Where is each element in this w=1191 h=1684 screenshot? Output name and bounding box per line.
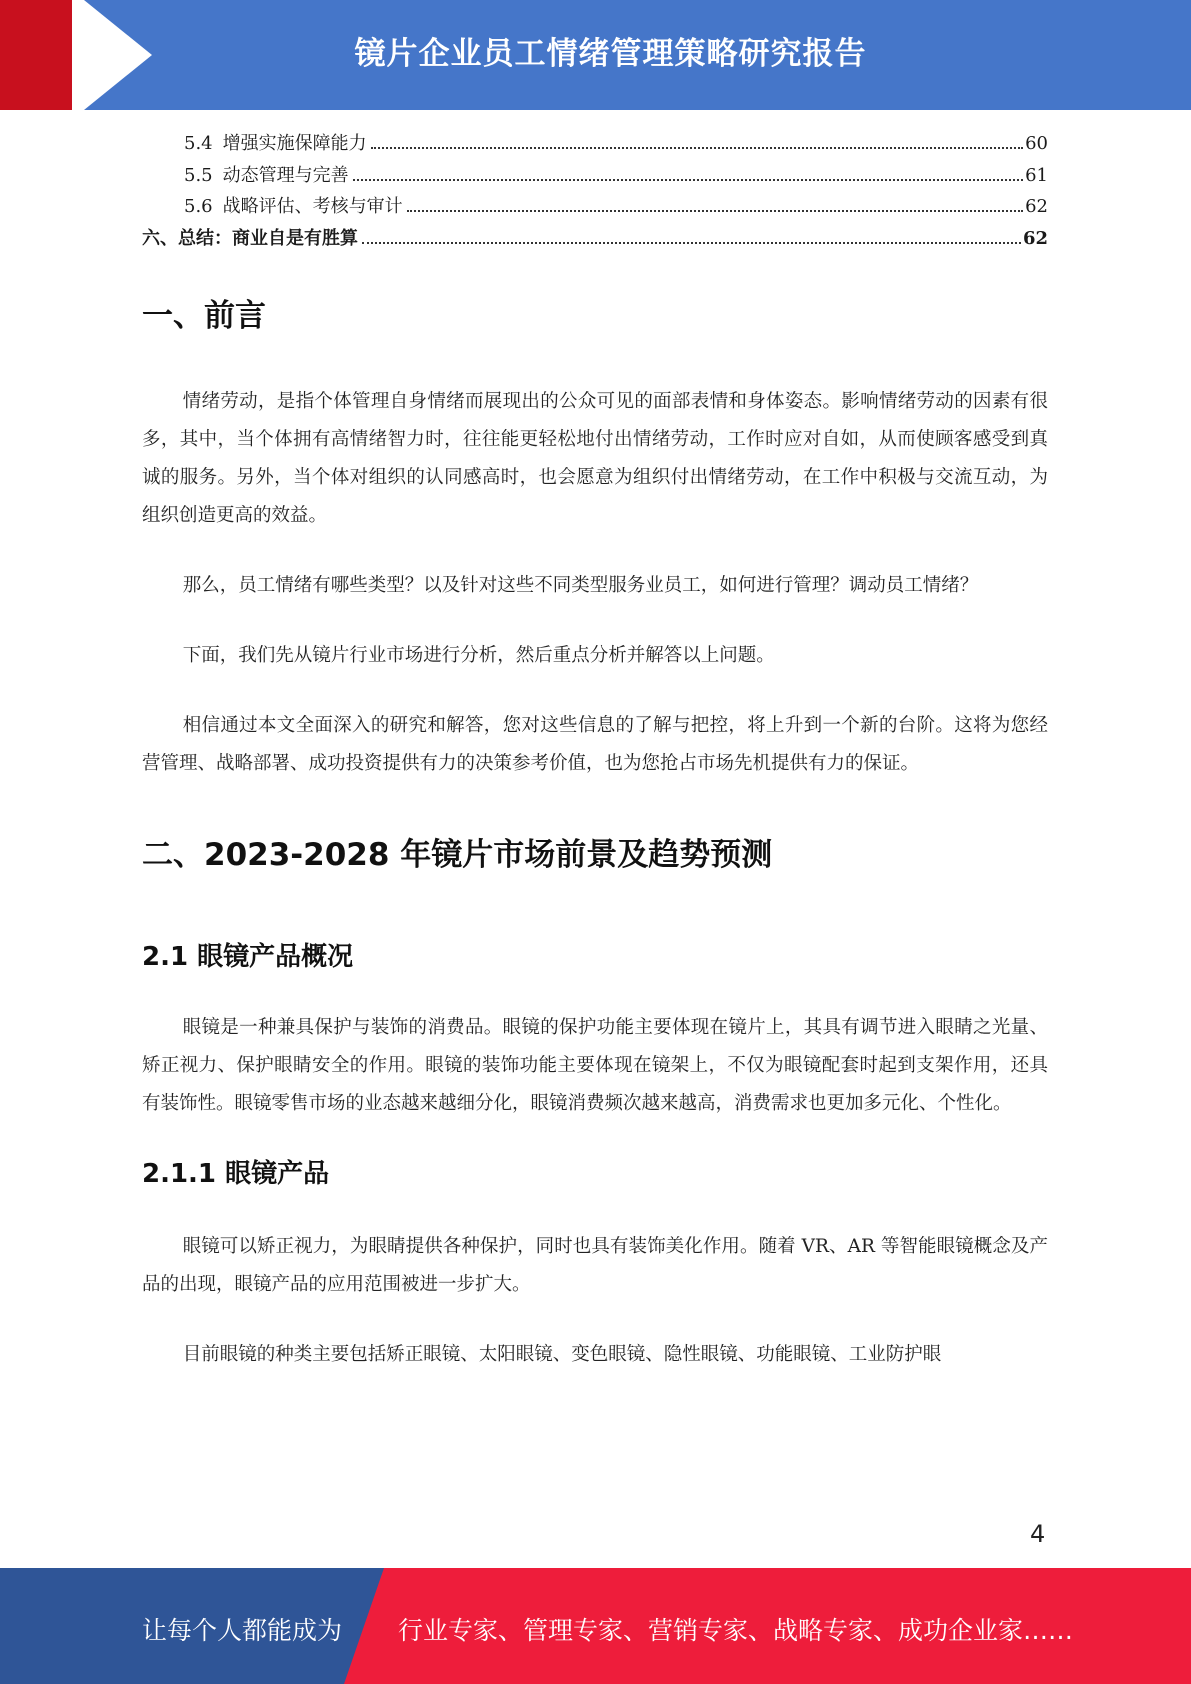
toc-entry-number: 5.6 [184, 196, 213, 217]
toc-entry-label: 增强实施保障能力 [222, 133, 367, 154]
toc-entry-number: 5.5 [184, 164, 213, 186]
toc-entry-label: 六、总结：商业自是有胜算 [142, 227, 358, 249]
table-of-contents [142, 129, 1048, 255]
footer-slogan-right: 行业专家、管理专家、营销专家、战略专家、成功企业家…… [398, 1616, 1074, 1645]
toc-leader-dots [353, 178, 1023, 181]
toc-entry-page: 62 [1025, 196, 1048, 217]
toc-entry-page: 60 [1025, 133, 1048, 154]
footer-slogan-left: 让每个人都能成为 [142, 1616, 343, 1645]
toc-entry-number: 5.4 [184, 133, 213, 154]
toc-entry[interactable] [142, 161, 1048, 193]
subsection-heading: 2.1.1 眼镜产品 [142, 1159, 330, 1189]
toc-leader-dots [362, 241, 1021, 244]
page-number: 4 [1030, 1520, 1046, 1548]
subsection-heading: 2.1 眼镜产品概况 [142, 942, 354, 972]
document-title: 镜片企业员工情绪管理策略研究报告 [354, 36, 867, 72]
paragraph: 相信通过本文全面深入的研究和解答，您对这些信息的了解与把控，将上升到一个新的台阶。这将为您经营管理、战略部署、成功投资提供有力的决策参考价值，也为您抢占市场先机提供有力的保证。 [142, 715, 1048, 774]
toc-entry[interactable] [142, 129, 1048, 161]
footer-banner [0, 1568, 1191, 1684]
section-heading-preface: 一、前言 [142, 298, 266, 334]
paragraph: 情绪劳动，是指个体管理自身情绪而展现出的公众可见的面部表情和身体姿态。影响情绪劳动的因素有很多，其中，当个体拥有高情绪智力时，往往能更轻松地付出情绪劳动，工作时应对自如，从而使顾客感受到真诚的服务。另外，当个体对组织的认同感高时，也会愿意为组织付出情绪劳动，在工作中积极与交流互动，为组织创造更高的效益。 [142, 391, 1048, 526]
section-heading-market-forecast: 二、2023-2028 年镜片市场前景及趋势预测 [142, 837, 773, 873]
header-banner [0, 0, 1191, 110]
paragraph: 眼镜是一种兼具保护与装饰的消费品。眼镜的保护功能主要体现在镜片上，其具有调节进入眼睛之光量、矫正视力、保护眼睛安全的作用。眼镜的装饰功能主要体现在镜架上，不仅为眼镜配套时起到支架作用，还具有装饰性。眼镜零售市场的业态越来越细分化，眼镜消费频次越来越高，消费需求也更加多元化、个性化。 [142, 1017, 1048, 1114]
paragraph: 目前眼镜的种类主要包括矫正眼镜、太阳眼镜、变色眼镜、隐性眼镜、功能眼镜、工业防护眼 [182, 1344, 942, 1365]
paragraph: 那么，员工情绪有哪些类型？以及针对这些不同类型服务业员工，如何进行管理？调动员工情绪？ [182, 575, 979, 596]
paragraph: 下面，我们先从镜片行业市场进行分析，然后重点分析并解答以上问题。 [182, 645, 775, 666]
toc-entry[interactable] [142, 192, 1048, 224]
document-body [142, 290, 1048, 1374]
toc-leader-dots [371, 146, 1023, 149]
toc-entry-label: 战略评估、考核与审计 [222, 196, 403, 217]
toc-leader-dots [407, 209, 1023, 212]
toc-entry-chapter[interactable] [142, 224, 1048, 256]
toc-entry-label: 动态管理与完善 [222, 164, 349, 186]
toc-entry-page: 61 [1025, 164, 1048, 186]
toc-entry-page: 62 [1022, 227, 1048, 249]
paragraph: 眼镜可以矫正视力，为眼睛提供各种保护，同时也具有装饰美化作用。随着 VR、AR 等智能眼镜概念及产品的出现，眼镜产品的应用范围被进一步扩大。 [142, 1236, 1048, 1295]
